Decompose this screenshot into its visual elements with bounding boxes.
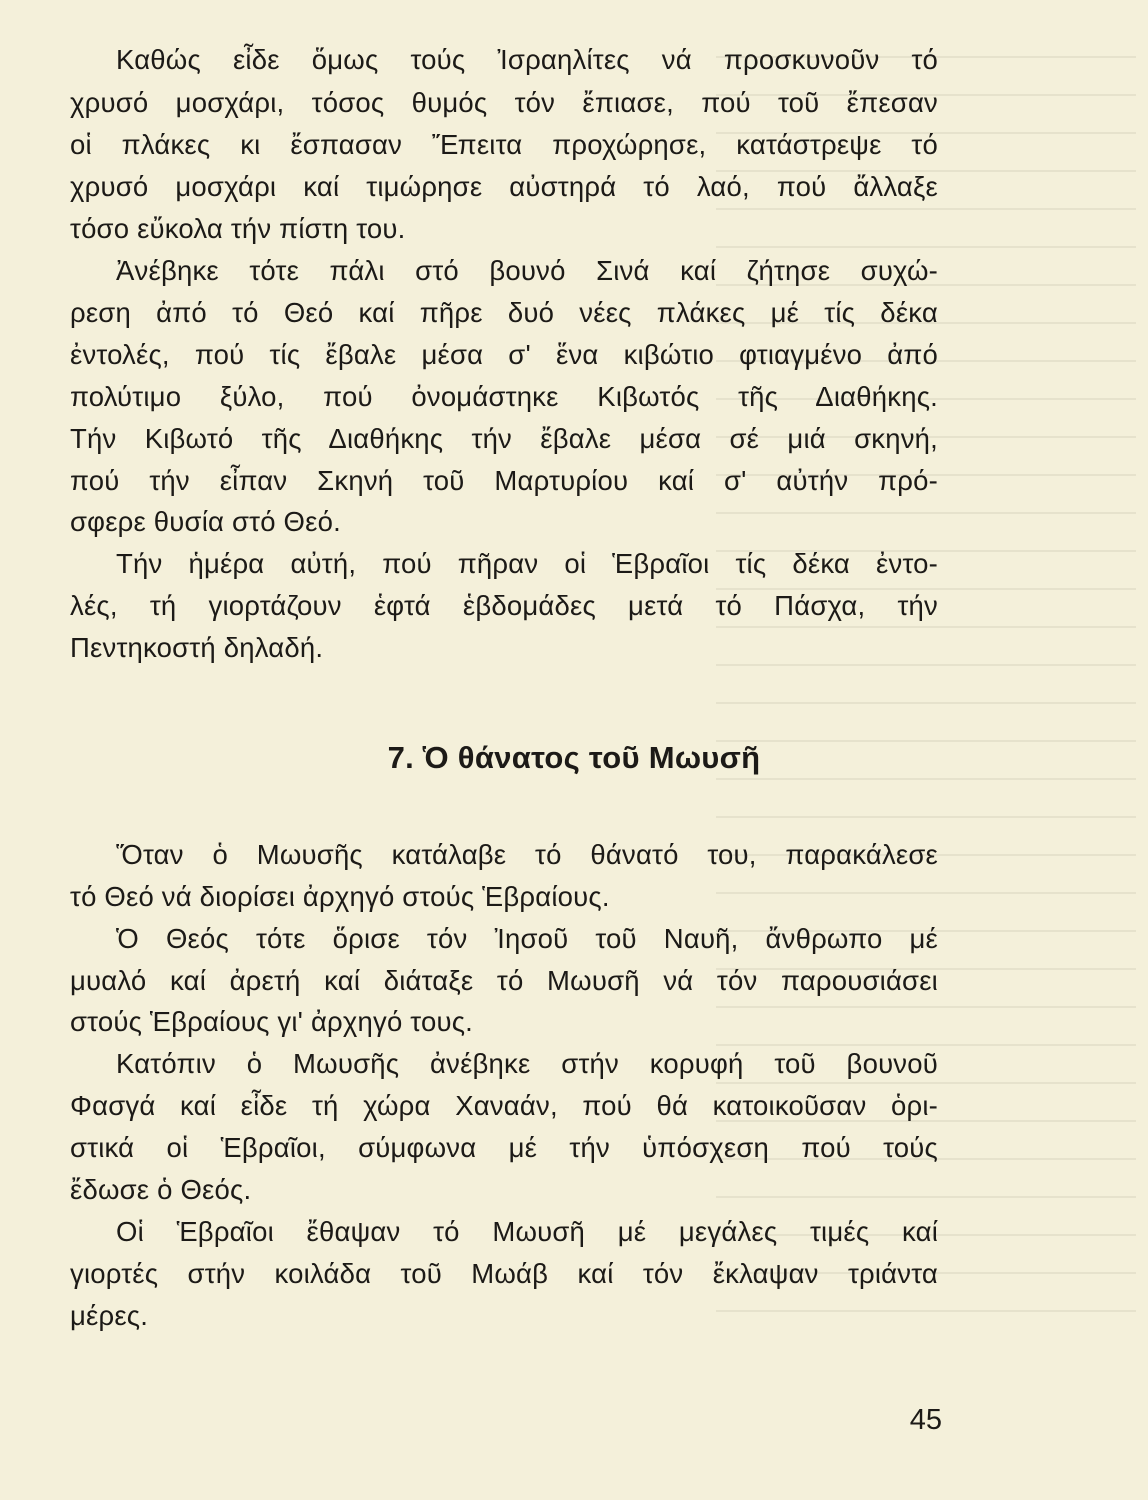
- text-line: Φασγά καί εἶδε τή χώρα Χαναάν, πού θά κατοικοῦσαν ὁρι-: [70, 1090, 938, 1121]
- text-line: Τήν ἡμέρα αὐτή, πού πῆραν οἱ Ἑβραῖοι τίς δέκα ἐντο-: [116, 548, 938, 579]
- text-line: Ἀνέβηκε τότε πάλι στό βουνό Σινά καί ζήτησε συχώ-: [116, 255, 938, 286]
- text-line: Καθώς εἶδε ὅμως τούς Ἰσραηλίτες νά προσκυνοῦν τό: [116, 44, 938, 75]
- text-line: χρυσό μοσχάρι καί τιμώρησε αὐστηρά τό λαό, πού ἄλλαξε: [70, 171, 938, 202]
- text-line: πού τήν εἶπαν Σκηνή τοῦ Μαρτυρίου καί σ' αὐτήν πρό-: [70, 465, 938, 496]
- text-line: στικά οἱ Ἑβραῖοι, σύμφωνα μέ τήν ὑπόσχεση πού τούς: [70, 1132, 938, 1163]
- text-line: ρεση ἀπό τό Θεό καί πῆρε δυό νέες πλάκες μέ τίς δέκα: [70, 297, 938, 328]
- text-line: Πεντηκοστή δηλαδή.: [70, 632, 324, 663]
- text-line: πολύτιμο ξύλο, πού ὀνομάστηκε Κιβωτός τῆς Διαθήκης.: [70, 381, 938, 412]
- text-line: ἔδωσε ὁ Θεός.: [70, 1174, 252, 1205]
- text-line: χρυσό μοσχάρι, τόσος θυμός τόν ἔπιασε, πού τοῦ ἔπεσαν: [70, 87, 938, 118]
- text-line: Οἱ Ἑβραῖοι ἔθαψαν τό Μωυσῆ μέ μεγάλες τιμές καί: [116, 1216, 938, 1247]
- text-line: ἐντολές, πού τίς ἔβαλε μέσα σ' ἕνα κιβώτιο φτιαγμένο ἀπό: [70, 339, 938, 370]
- text-line: γιορτές στήν κοιλάδα τοῦ Μωάβ καί τόν ἔκλαψαν τριάντα: [70, 1258, 938, 1289]
- text-line: μυαλό καί ἀρετή καί διάταξε τό Μωυσῆ νά τόν παρουσιάσει: [70, 965, 938, 996]
- text-line: Κατόπιν ὁ Μωυσῆς ἀνέβηκε στήν κορυφή τοῦ βουνοῦ: [116, 1048, 938, 1079]
- page-number: 45: [909, 1404, 942, 1436]
- text-line: τόσο εὔκολα τήν πίστη του.: [70, 213, 406, 244]
- text-line: Ὅταν ὁ Μωυσῆς κατάλαβε τό θάνατό του, παρακάλεσε: [116, 839, 938, 870]
- text-line: Τήν Κιβωτό τῆς Διαθήκης τήν ἔβαλε μέσα σέ μιά σκηνή,: [70, 423, 938, 454]
- text-line: Ὁ Θεός τότε ὅρισε τόν Ἰησοῦ τοῦ Ναυῆ, ἄνθρωπο μέ: [116, 923, 938, 954]
- section-heading: 7. Ὁ θάνατος τοῦ Μωυσῆ: [387, 740, 761, 775]
- text-line: στούς Ἑβραίους γι' ἀρχηγό τους.: [70, 1006, 474, 1037]
- text-line: μέρες.: [70, 1300, 149, 1331]
- text-line: σφερε θυσία στό Θεό.: [70, 506, 341, 537]
- text-line: τό Θεό νά διορίσει ἀρχηγό στούς Ἑβραίους.: [70, 881, 610, 912]
- text-line: οἱ πλάκες κι ἔσπασαν Ἔπειτα προχώρησε, κατάστρεψε τό: [70, 129, 938, 160]
- text-line: λές, τή γιορτάζουν ἑφτά ἑβδομάδες μετά τό Πάσχα, τήν: [70, 590, 938, 621]
